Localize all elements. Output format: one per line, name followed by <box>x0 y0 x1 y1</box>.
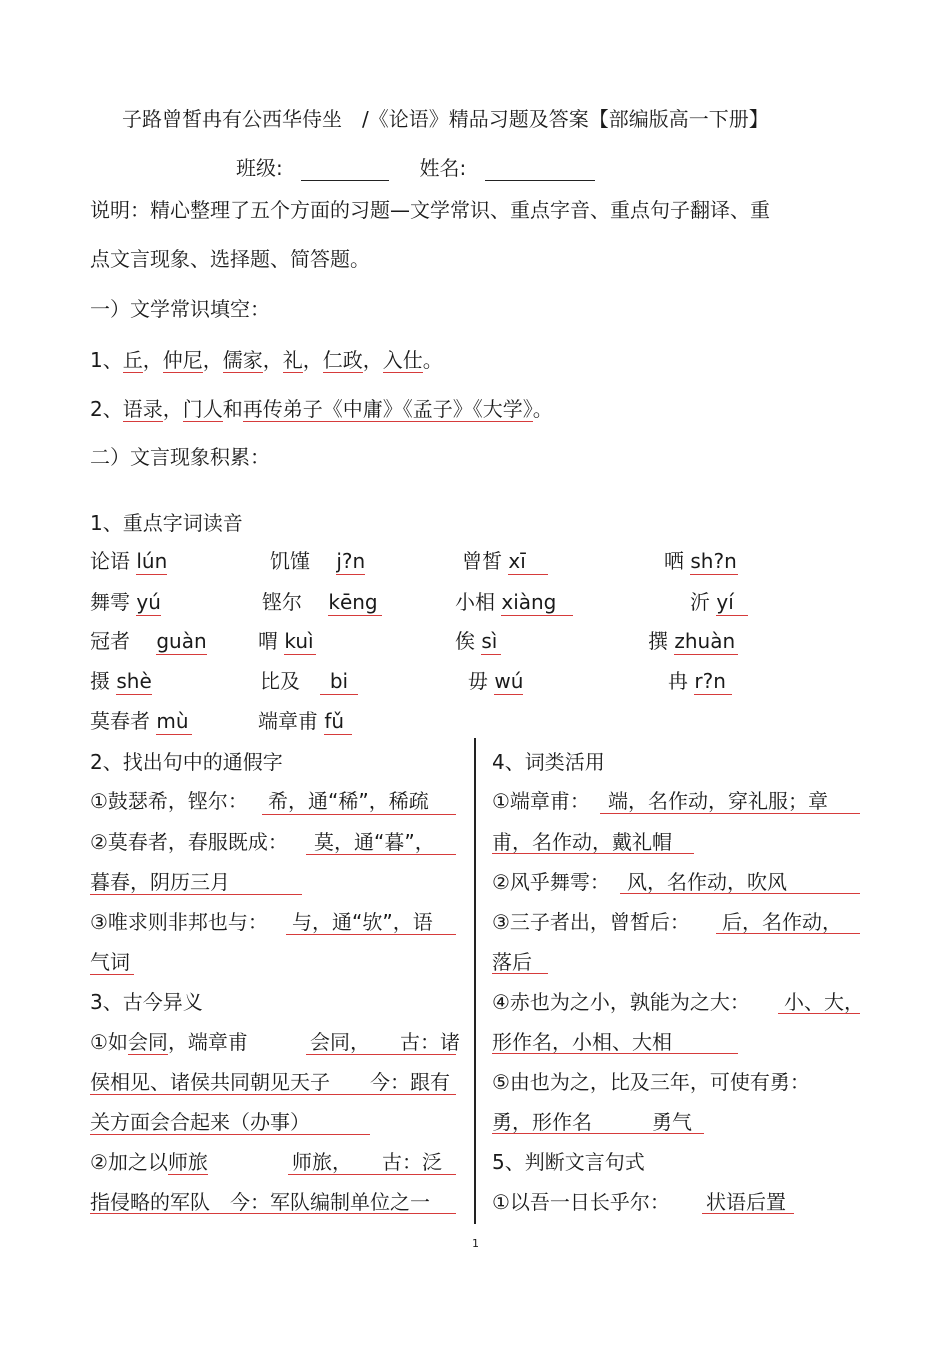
answer-underline <box>306 1054 456 1055</box>
section-1-q2 <box>90 396 553 422</box>
gujin-2-answer-1: 师旅， 古：泛 <box>292 1150 442 1174</box>
separator: ， <box>362 348 383 372</box>
section-1-heading: 一）文学常识填空： <box>90 297 270 321</box>
q2-prefix: 2、 <box>90 397 123 421</box>
pron-item: 莫春者 mù <box>90 708 192 735</box>
jushi-1-question: ①以吾一日长乎尔： <box>492 1190 670 1214</box>
jushi-1-answer: 状语后置 <box>706 1190 786 1214</box>
q1-prefix: 1、 <box>90 348 123 372</box>
answer-underline <box>716 933 860 934</box>
huoyong-4-answer-2: 形作名，小相、大相 <box>492 1030 672 1054</box>
pron-item: 毋 wú <box>468 669 524 693</box>
answer-underline <box>492 853 694 854</box>
pron-item: 端章甫 fǔ <box>258 708 352 735</box>
tongjia-1-answer: 希，通“稀”，稀疏 <box>268 789 429 813</box>
tongjia-2-question: ②莫春者，春服既成： <box>90 830 288 854</box>
gujin-1-answer-3: 关方面会合起来（办事） <box>90 1110 310 1134</box>
answer-blank: 入仕 <box>382 348 423 372</box>
huoyong-5-question: ⑤由也为之，比及三年，可使有勇： <box>492 1070 810 1094</box>
huoyong-1-question: ①端章甫： <box>492 789 590 813</box>
intro-line-2: 点文言现象、选择题、简答题。 <box>90 247 370 271</box>
pron-item: 摄 shè <box>90 669 152 693</box>
page-title: 子路曾皙冉有公西华侍坐 /《论语》精品习题及答案【部编版高一下册】 <box>122 107 769 131</box>
answer-underline <box>620 893 860 894</box>
huoyong-2-answer: 风，名作动，吹风 <box>627 870 787 894</box>
pron-item: 论语 lún <box>90 549 168 573</box>
huoyong-1-answer-2: 甫，名作动，戴礼帽 <box>492 830 672 854</box>
tongjia-3-question: ③唯求则非邦也与： <box>90 910 268 934</box>
answer-blank: 儒家 <box>222 348 263 372</box>
page-number: 1 <box>472 1237 479 1250</box>
huoyong-2-question: ②风乎舞雩： <box>492 870 610 894</box>
class-blank <box>301 160 389 181</box>
pron-item: 哂 sh?n <box>664 549 737 573</box>
left-heading-2: 2、找出句中的通假字 <box>90 750 283 774</box>
gujin-1-answer-1: 会同， 古：诸 <box>310 1030 460 1054</box>
answer-underline <box>262 814 456 815</box>
separator: ， <box>302 348 323 372</box>
answer-blank: 《中庸》 <box>322 397 403 421</box>
answer-underline <box>90 974 134 975</box>
answer-underline <box>90 1213 456 1214</box>
section-2-heading: 二）文言现象积累： <box>90 445 270 469</box>
name-blank <box>485 160 595 181</box>
gujin-2-question: ②加之以师旅 <box>90 1150 208 1174</box>
answer-blank: 丘 <box>122 348 143 372</box>
answer-underline <box>90 1094 456 1095</box>
answer-blank: 仲尼 <box>162 348 203 372</box>
pron-item: 比及 bi <box>260 668 358 695</box>
intro-line-1: 说明：精心整理了五个方面的习题—文学常识、重点字音、重点句子翻译、重 <box>90 198 770 222</box>
separator: ， <box>162 397 183 421</box>
answer-underline <box>778 1013 860 1014</box>
pron-item: 喟 kuì <box>258 628 316 655</box>
answer-blank: 语录 <box>122 397 163 421</box>
tongjia-1-question: ①鼓瑟希，铿尔： <box>90 789 248 813</box>
answer-underline <box>492 1053 738 1054</box>
pron-item: 冠者 guàn <box>90 629 207 653</box>
tongjia-3-answer-1: 与，通“欤”，语 <box>292 910 433 934</box>
end-mark: 。 <box>532 397 553 421</box>
pron-item: 小相 xiàng <box>455 589 573 616</box>
answer-underline <box>702 1213 794 1214</box>
pron-item: 沂 yí <box>690 589 748 616</box>
end-mark: 。 <box>422 348 443 372</box>
tongjia-2-answer-1: 莫，通“暮”， <box>314 830 435 854</box>
class-label: 班级: <box>236 156 283 180</box>
pron-item: 铿尔 kēng <box>262 589 382 616</box>
answer-blank: 礼 <box>282 348 303 372</box>
name-label: 姓名: <box>419 156 467 180</box>
tongjia-2-answer-2: 暮春，阴历三月 <box>90 870 230 894</box>
answer-underline <box>90 894 302 895</box>
separator: ， <box>262 348 283 372</box>
pron-item: 冉 r?n <box>668 668 732 695</box>
pron-item: 曾皙 xī <box>462 548 548 575</box>
right-heading-5: 5、判断文言句式 <box>492 1150 645 1174</box>
answer-blank: 仁政 <box>322 348 363 372</box>
separator: ， <box>142 348 163 372</box>
pron-item: 舞雩 yú <box>90 590 161 614</box>
answer-underline <box>90 1134 370 1135</box>
gujin-1-answer-2: 侯相见、诸侯共同朝见天子 今：跟有 <box>90 1070 450 1094</box>
answer-blank: 再传弟子 <box>242 397 323 421</box>
pron-item: 饥馑 j?n <box>270 549 366 573</box>
huoyong-1-answer-1: 端，名作动，穿礼服；章 <box>608 789 828 813</box>
section-1-q1 <box>90 347 443 373</box>
class-name-row <box>236 155 595 181</box>
separator: ， <box>202 348 223 372</box>
pron-heading: 1、重点字词读音 <box>90 511 243 535</box>
gujin-1-question: ①如会同，端章甫 <box>90 1030 248 1054</box>
left-heading-3: 3、古今异义 <box>90 990 203 1014</box>
answer-blank: 《大学》 <box>472 397 533 421</box>
column-divider <box>474 738 476 1224</box>
huoyong-3-answer-2: 落后 <box>492 950 532 974</box>
huoyong-4-question: ④赤也为之小，孰能为之大： <box>492 990 750 1014</box>
pron-item: 俟 sì <box>455 628 501 655</box>
answer-underline <box>492 973 548 974</box>
tongjia-3-answer-2: 气词 <box>90 950 130 974</box>
pron-item: 撰 zhuàn <box>648 628 738 655</box>
answer-underline <box>600 813 860 814</box>
gujin-2-answer-2: 指侵略的军队 今：军队编制单位之一 <box>90 1190 430 1214</box>
huoyong-4-answer-1: 小、大， <box>784 990 864 1014</box>
answer-underline <box>492 1133 704 1134</box>
huoyong-5-answer: 勇，形作名 勇气 <box>492 1110 692 1134</box>
connector: 和 <box>222 397 243 421</box>
answer-blank: 门人 <box>182 397 223 421</box>
answer-blank: 《孟子》 <box>402 397 473 421</box>
answer-underline <box>286 934 456 935</box>
huoyong-3-answer-1: 后，名作动， <box>722 910 842 934</box>
answer-underline <box>306 854 456 855</box>
huoyong-3-question: ③三子者出，曾皙后： <box>492 910 690 934</box>
answer-underline <box>288 1174 456 1175</box>
right-heading-4: 4、词类活用 <box>492 750 605 774</box>
